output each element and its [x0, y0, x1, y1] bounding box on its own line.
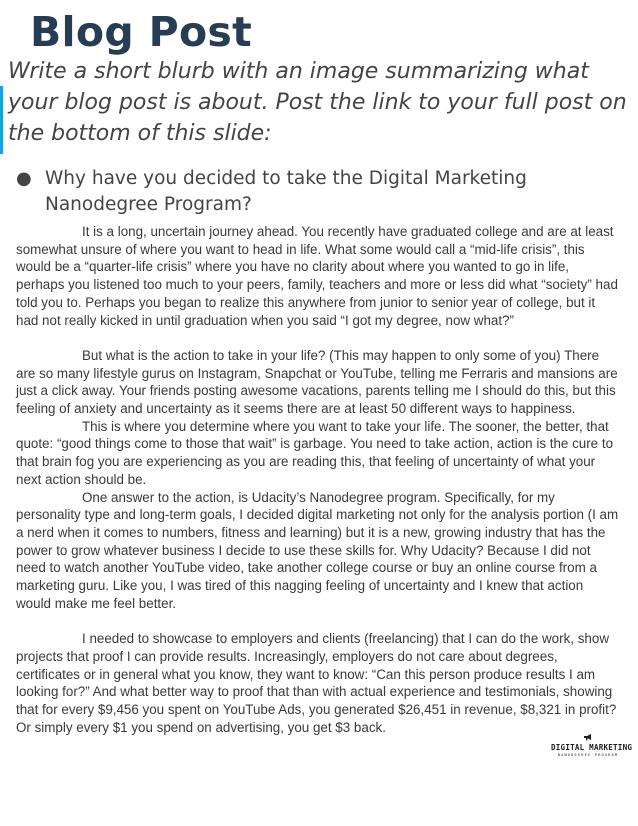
paragraph-3: This is where you determine where you want to take your life. The sooner, the better, that quote: “good things come to those that wait” is garbage. You need to take action, action is the cure to that brain fog you are experiencing as you are reading this, that feeling of uncertainty of what your next action should be. — [16, 418, 614, 487]
question-bullet-item — [16, 166, 616, 218]
accent-bar — [0, 86, 3, 154]
bullet-icon: ● — [16, 168, 32, 189]
logo-name: DIGITAL MARKETING — [551, 743, 633, 752]
megaphone-icon — [551, 733, 625, 743]
page-title: Blog Post — [30, 8, 253, 56]
question-text: Why have you decided to take the Digital Marketing Nanodegree Program? — [45, 168, 527, 215]
paragraph-4: One answer to the action, is Udacity’s Nanodegree program. Specifically, for my personality type and long-term goals, I decided digital marketing not only for the analysis portion (I am a nerd when it comes to numbers, fitness and learning) but it is a new, growing industry that has the power to grow whatever business I decide to use these skills for. Why Udacity? Because I did not need to watch another YouTube video, take another college course or buy an online course from a marketing guru. Like you, I was tired of this nagging feeling of uncertainty and I knew that action would make me feel better. — [16, 489, 619, 611]
blog-body — [16, 223, 620, 736]
paragraph-1: It is a long, uncertain journey ahead. You recently have graduated college and are at least somewhat unsure of where you want to head in life. What some would call a “mid-life crisis”, this would be a “quarter-life crisis” where you have no clarity about where you wanted to go in life, perhaps you listened too much to your peers, family, teachers and more or less did what “society” had told you to. Perhaps you began to realize this anywhere from junior to senior year of college, but it had not really kicked in until graduation when you said “I got my degree, now what?” — [16, 224, 618, 328]
paragraph-5: I needed to showcase to employers and clients (freelancing) that I can do the work, show projects that proof I can provide results. Increasingly, employers do not care about degrees, certificates or in general what you know, they want to know: “Can this person produce results I am looking for?” And what better way to proof that than with actual experience and testimonials, showing that for every $9,456 you spent on YouTube Ads, you generated $26,451 in revenue, $8,321 in profit? Or simply every $1 you spend on advertising, you get $3 back. — [16, 631, 617, 735]
digital-marketing-logo — [551, 733, 633, 758]
instructions-subtitle: Write a short blurb with an image summarizing what your blog post is about. Post the link to your full post on the bottom of this slide: — [8, 59, 627, 146]
logo-tagline: NANODEGREE PROGRAM — [557, 753, 619, 757]
paragraph-2: But what is the action to take in your life? (This may happen to only some of you) There are so many lifestyle gurus on Instagram, Snapchat or YouTube, telling me Ferraris and mansions are just a click away. Your friends posting awesome vacations, parents telling me I should do this, but this feeling of anxiety and uncertainty as it seems there are at least 50 different ways to happiness. — [16, 347, 618, 417]
